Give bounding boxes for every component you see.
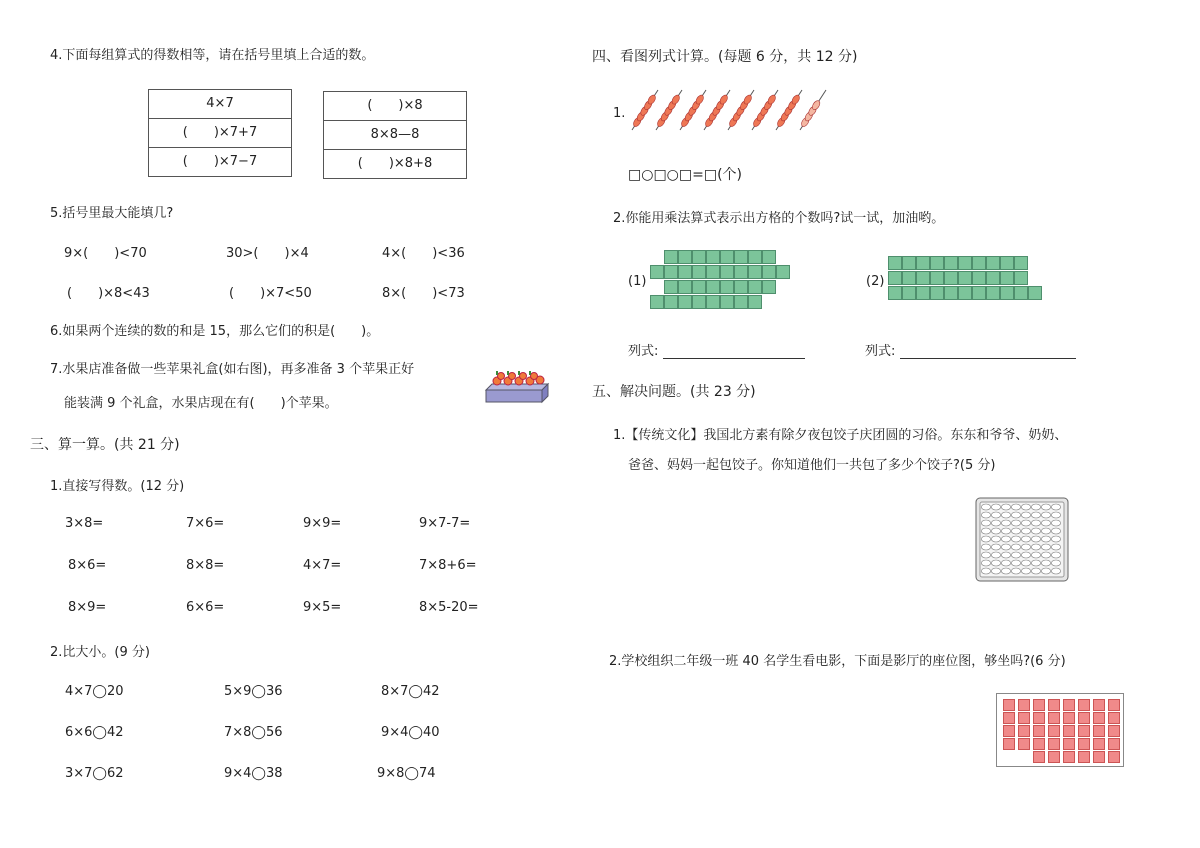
dumpling [1031,568,1040,574]
grid1-figure [650,250,790,312]
dumpling [1031,560,1040,566]
dumpling [991,528,1000,534]
grid-cell [762,265,776,279]
grid-cell [706,295,720,309]
grid-cell [888,256,902,270]
dumpling [1031,504,1040,510]
dumpling [1001,528,1010,534]
dumpling [1051,520,1060,526]
grid-cell [916,286,930,300]
seat [1078,712,1090,724]
seat [1093,699,1105,711]
seat [1078,725,1090,737]
grid-cell [692,265,706,279]
calc-item[interactable]: 7×8+6= [419,558,477,573]
dumpling [1021,528,1030,534]
grid-cell [944,271,958,285]
apple-giftbox-image [484,368,550,406]
dumpling [991,568,1000,574]
dumpling [1041,504,1050,510]
dumpling [981,560,990,566]
seat [1033,699,1045,711]
formula1 [628,340,805,359]
dumpling [1021,536,1030,542]
seat [1003,712,1015,724]
q7-line2: 能装满 9 个礼盒，水果店现在有( )个苹果。 [64,396,338,411]
seat [1033,738,1045,750]
grid-cell [664,250,678,264]
grid-cell [972,271,986,285]
seat [1108,738,1120,750]
dumpling [1011,520,1020,526]
dumpling [1001,512,1010,518]
skewer [776,90,802,130]
skewers-image [628,86,838,134]
grid-cell [678,250,692,264]
grid-cell [930,286,944,300]
formula2 [865,340,1076,359]
q4-box2 [323,91,467,179]
calc-item[interactable]: 8×6= [68,558,107,573]
seat [1033,751,1045,763]
q4-text: 4.下面每组算式的得数相等，请在括号里填上合适的数。 [50,48,375,63]
grid-cell [678,295,692,309]
grid-cell [664,280,678,294]
seat [1048,712,1060,724]
grid-cell [720,250,734,264]
dumpling [1021,520,1030,526]
seating-chart [996,693,1124,767]
grid2-figure [888,256,1058,304]
q5-item[interactable]: 30>( )×4 [226,246,309,261]
grid-cell [776,265,790,279]
formula2-blank[interactable] [900,344,1076,359]
seat [1078,738,1090,750]
dumpling [1041,552,1050,558]
calc-item[interactable]: 8×5-20= [419,600,479,615]
calc-item[interactable]: 8×8= [186,558,225,573]
calc-item[interactable]: 9×9= [303,516,342,531]
skewer [752,90,778,130]
grid-cell [1000,256,1014,270]
grid-cell [720,280,734,294]
grid2-label: (2) [866,274,885,289]
compare-item[interactable]: 9×8◯74 [377,766,436,781]
seat [1018,725,1030,737]
q5-text: 5.括号里最大能填几? [50,206,174,221]
dumpling [1011,568,1020,574]
dumpling [991,504,1000,510]
grid-cell [986,256,1000,270]
dumpling [1041,528,1050,534]
calc-item[interactable]: 3×8= [65,516,104,531]
seat [1018,712,1030,724]
dumpling [1011,552,1020,558]
dumpling [1031,536,1040,542]
grid-cell [1000,271,1014,285]
dumpling [1001,544,1010,550]
compare-item[interactable]: 9×4◯38 [224,766,283,781]
q5-item[interactable]: 9×( )<70 [64,246,147,261]
seat [1078,699,1090,711]
seat [1033,712,1045,724]
seat [1093,738,1105,750]
dumpling [981,552,990,558]
dumpling [1021,552,1030,558]
grid-cell [986,286,1000,300]
q5-item[interactable]: 4×( )<36 [382,246,465,261]
q4-box1 [148,89,292,177]
dumpling [991,560,1000,566]
dumpling [1051,560,1060,566]
dumpling [981,520,990,526]
seat [1108,725,1120,737]
grid-cell [748,250,762,264]
seat [1048,699,1060,711]
grid-cell [748,295,762,309]
r-q1-answer[interactable]: □○□○□=□(个) [628,167,742,183]
grid-cell [958,256,972,270]
grid-cell [1014,286,1028,300]
skewer [728,90,754,130]
dumpling [991,512,1000,518]
grid-cell [916,271,930,285]
skewer [656,90,682,130]
q4-box2-row[interactable]: ( )×8+8 [357,156,433,171]
dumpling [1021,544,1030,550]
dumpling [1051,544,1060,550]
dumpling [1051,504,1060,510]
dumpling-tray-image [975,497,1069,582]
dumpling [1041,568,1050,574]
dumpling [1001,552,1010,558]
compare-item[interactable]: 7×8◯56 [224,725,283,740]
skewer [632,90,658,130]
grid-cell [1028,286,1042,300]
q4-box1-row[interactable]: ( )×7−7 [182,154,258,169]
grid-cell [972,286,986,300]
p2-text: 2.学校组织二年级一班 40 名学生看电影，下面是影厅的座位图，够坐吗?(6 分) [609,654,1066,669]
dumpling [1041,560,1050,566]
seat [1093,725,1105,737]
dumpling [1001,560,1010,566]
grid-cell [734,265,748,279]
grid-cell [916,256,930,270]
dumpling [1031,552,1040,558]
dumpling [1051,536,1060,542]
dumpling [981,504,990,510]
r-q1-num: 1. [613,106,626,121]
grid-cell [706,280,720,294]
seat [1093,712,1105,724]
dumpling [1021,504,1030,510]
dumpling [991,552,1000,558]
grid-cell [720,295,734,309]
s3q2-text: 2.比大小。(9 分) [50,645,150,660]
q5-item[interactable]: ( )×7<50 [229,286,312,301]
grid-cell [748,265,762,279]
seat [1063,699,1075,711]
dumpling [1041,520,1050,526]
seat [1003,699,1015,711]
dumpling [1031,512,1040,518]
formula1-blank[interactable] [663,344,805,359]
grid-cell [734,280,748,294]
s3q1-text: 1.直接写得数。(12 分) [50,479,185,494]
grid-cell [1000,286,1014,300]
seat [1048,738,1060,750]
dumpling [981,544,990,550]
dumpling [1011,528,1020,534]
calc-item[interactable]: 9×7-7= [419,516,471,531]
grid-cell [930,271,944,285]
grid-cell [650,295,664,309]
grid-cell [930,256,944,270]
dumpling [1031,528,1040,534]
grid-cell [692,280,706,294]
seat [1078,751,1090,763]
dumpling [1051,528,1060,534]
grid-cell [678,265,692,279]
seat [1033,725,1045,737]
compare-item[interactable]: 4×7◯20 [65,684,124,699]
grid-cell [706,250,720,264]
grid-cell [664,295,678,309]
dumpling [1021,560,1030,566]
grid-cell [944,256,958,270]
grid-cell [902,256,916,270]
q4-box2-row: 8×8—8 [324,121,466,150]
grid-cell [958,286,972,300]
calc-item[interactable]: 6×6= [186,600,225,615]
section5-title: 五、解决问题。(共 23 分) [592,384,756,400]
grid-cell [986,271,1000,285]
dumpling [981,568,990,574]
q5-item[interactable]: 8×( )<73 [382,286,465,301]
dumpling [981,512,990,518]
q4-box1-row: 4×7 [149,90,291,119]
compare-item[interactable]: 5×9◯36 [224,684,283,699]
grid-cell [888,271,902,285]
dumpling [991,536,1000,542]
seat [1108,712,1120,724]
grid-cell [1014,271,1028,285]
grid-cell [958,271,972,285]
grid-cell [678,280,692,294]
compare-item[interactable]: 6×6◯42 [65,725,124,740]
q4-box2-row[interactable]: ( )×8 [324,92,466,121]
seat [1063,751,1075,763]
grid-cell [888,286,902,300]
dumpling [1051,552,1060,558]
section3-title: 三、算一算。(共 21 分) [30,437,180,453]
skewer [800,90,826,130]
dumpling [1011,536,1020,542]
formula-label: 列式: [865,344,896,359]
grid-cell [692,250,706,264]
dumpling [1021,512,1030,518]
calc-item[interactable]: 7×6= [186,516,225,531]
section4-title: 四、看图列式计算。(每题 6 分，共 12 分) [592,49,858,65]
seat [1063,712,1075,724]
seat [1048,751,1060,763]
compare-item[interactable]: 8×7◯42 [381,684,440,699]
dumpling [1011,560,1020,566]
seat [1093,751,1105,763]
seat [1018,738,1030,750]
seat [1018,699,1030,711]
grid-cell [902,271,916,285]
formula-label: 列式: [628,344,659,359]
r-q2-text: 2.你能用乘法算式表示出方格的个数吗?试一试，加油哟。 [613,211,945,226]
calc-item[interactable]: 8×9= [68,600,107,615]
grid-cell [902,286,916,300]
dumpling [1031,544,1040,550]
dumpling [991,544,1000,550]
grid-cell [720,265,734,279]
skewer [680,90,706,130]
dumpling [1041,512,1050,518]
grid-cell [692,295,706,309]
seat [1003,725,1015,737]
grid-cell [650,265,664,279]
dumpling [1001,504,1010,510]
dumpling [1001,536,1010,542]
seat [1108,699,1120,711]
seat [1108,751,1120,763]
q5-item[interactable]: ( )×8<43 [67,286,150,301]
p1-line2: 爸爸、妈妈一起包饺子。你知道他们一共包了多少个饺子?(5 分) [628,458,996,473]
grid-cell [1014,256,1028,270]
dumpling [1051,512,1060,518]
dumpling [981,528,990,534]
dumpling [981,536,990,542]
grid1-label: (1) [628,274,647,289]
q4-box1-row[interactable]: ( )×7+7 [149,119,291,148]
compare-item[interactable]: 3×7◯62 [65,766,124,781]
q6-text: 6.如果两个连续的数的和是 15，那么它们的积是( )。 [50,324,380,339]
dumpling [1021,568,1030,574]
dumpling [1001,520,1010,526]
grid-cell [748,280,762,294]
seat [1048,725,1060,737]
q7-line1: 7.水果店准备做一些苹果礼盒(如右图)，再多准备 3 个苹果正好 [50,362,415,377]
calc-item[interactable]: 9×5= [303,600,342,615]
compare-item[interactable]: 9×4◯40 [381,725,440,740]
grid-cell [664,265,678,279]
grid-cell [734,295,748,309]
p1-line1: 1.【传统文化】我国北方素有除夕夜包饺子庆团圆的习俗。东东和爷爷、奶奶、 [613,428,1068,443]
dumpling [1011,544,1020,550]
seat [1003,738,1015,750]
grid-cell [762,250,776,264]
skewer [704,90,730,130]
dumpling [1011,504,1020,510]
seat [1063,725,1075,737]
grid-cell [972,256,986,270]
grid-cell [944,286,958,300]
grid-cell [706,265,720,279]
dumpling [1001,568,1010,574]
calc-item[interactable]: 4×7= [303,558,342,573]
dumpling [991,520,1000,526]
dumpling [1011,512,1020,518]
dumpling [1031,520,1040,526]
dumpling [1041,536,1050,542]
dumpling [1051,568,1060,574]
dumpling [1041,544,1050,550]
seat [1063,738,1075,750]
grid-cell [734,250,748,264]
grid-cell [762,280,776,294]
